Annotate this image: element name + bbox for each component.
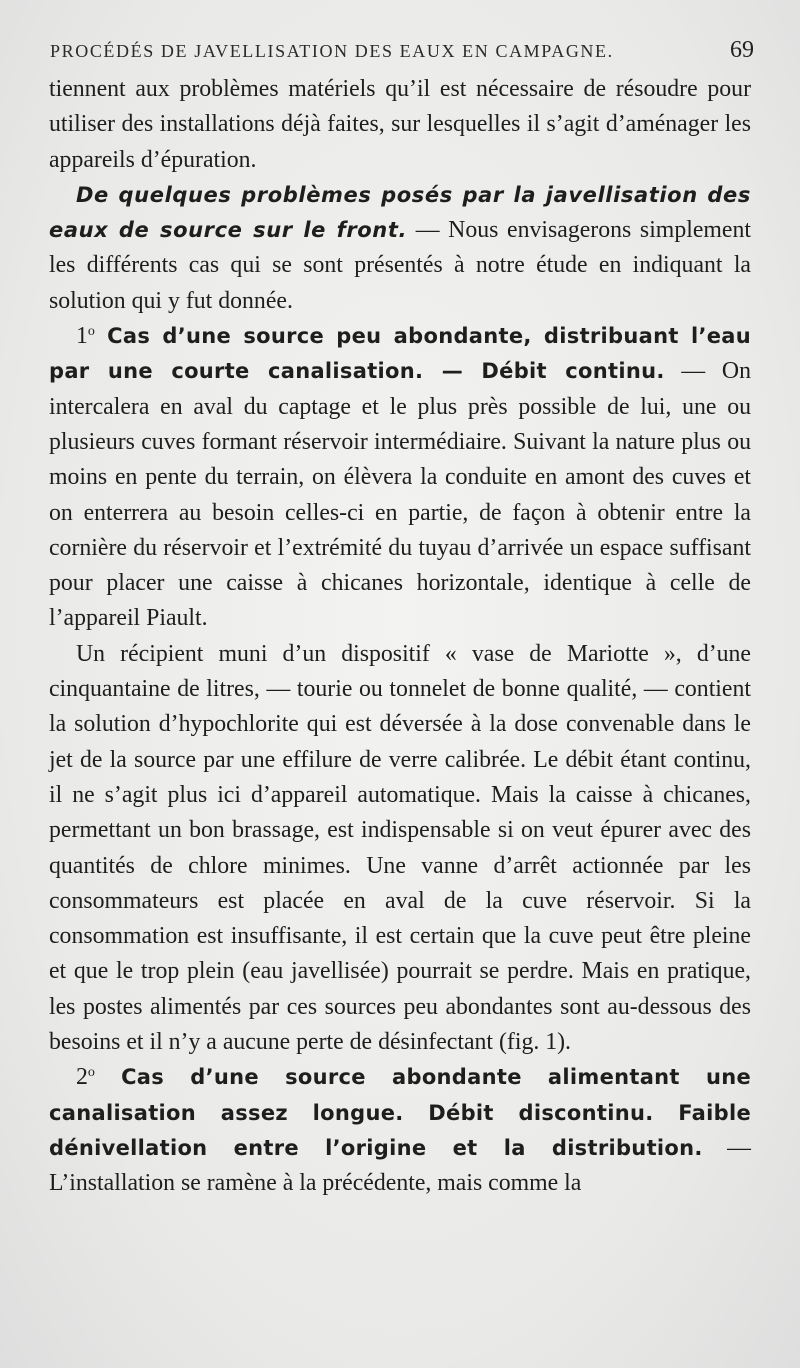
body-text <box>49 72 751 1202</box>
case-heading: Cas d’une source peu abondante, distribuant l’eau par une courte canalisation. — Débit continu. <box>49 324 751 384</box>
case-number: 2 <box>76 1064 88 1091</box>
paragraph <box>49 178 751 319</box>
paragraph <box>49 319 751 637</box>
paragraph <box>49 637 751 1061</box>
running-title: PROCÉDÉS DE JAVELLISATION DES EAUX EN CAMPAGNE. <box>50 41 614 61</box>
paragraph-text: — L’installation se ramène à la précédente, mais comme la <box>49 1134 751 1197</box>
paragraph <box>49 72 751 178</box>
ordinal-mark: o <box>87 324 95 340</box>
paragraph-text: — Nous envisagerons simplement les différents cas qui se sont présentés à notre étude en indiquant la solution qui y fut donnée. <box>49 217 751 314</box>
case-heading: Cas d’une source abondante alimentant une canalisation assez longue. Débit discontinu. Faible dénivellation entre l’origine et la distribution. <box>49 1065 751 1160</box>
paragraph-text: tiennent aux problèmes matériels qu’il est nécessaire de résoudre pour utiliser des installations déjà faites, sur lesquelles il s’agit d’aménager les appareils d’épuration. <box>49 76 751 173</box>
paragraph <box>49 1060 751 1201</box>
page-header <box>50 37 754 64</box>
paragraph-text: Un récipient muni d’un dispositif « vase de Mariotte », d’une cinquantaine de litres, — tourie ou tonnelet de bonne qualité, — contient la solution d’hypochlorite qui est déversée à la dose convenable dans le jet de la source par une effilure de verre calibrée. Le débit étant continu, il ne s’agit plus ici d’appareil automatique. Mais la caisse à chicanes, permettant un bon brassage, est indispensable si on veut épurer avec des quantités de chlore minimes. Une vanne d’arrêt actionnée par les consommateurs est placée en aval de la cuve réservoir. Si la consommation est insuffisante, il est certain que la cuve peut être pleine et que le trop plein (eau javellisée) pourrait se perdre. Mais en pratique, les postes alimentés par ces sources peu abondantes sont au-dessous des besoins et il n’y a aucune perte de désinfectant (fig. 1). <box>49 640 751 1056</box>
page-number: 69 <box>730 37 754 63</box>
ordinal-mark: o <box>87 1065 95 1081</box>
section-heading: De quelques problèmes posés par la javellisation des eaux de source sur le front. <box>49 182 751 243</box>
paragraph-text: — On intercalera en aval du captage et le plus près possible de lui, une ou plusieurs cuves formant réservoir intermédiaire. Suivant la nature plus ou moins en pente du terrain, on élèvera la conduite en amont des cuves et on enterrera au besoin celles-ci en partie, de façon à obtenir entre la cornière du réservoir et l’extrémité du tuyau d’arrivée un espace suffisant pour placer une caisse à chicanes horizontale, identique à celle de l’appareil Piault. <box>49 358 751 632</box>
case-number: 1 <box>76 323 88 350</box>
